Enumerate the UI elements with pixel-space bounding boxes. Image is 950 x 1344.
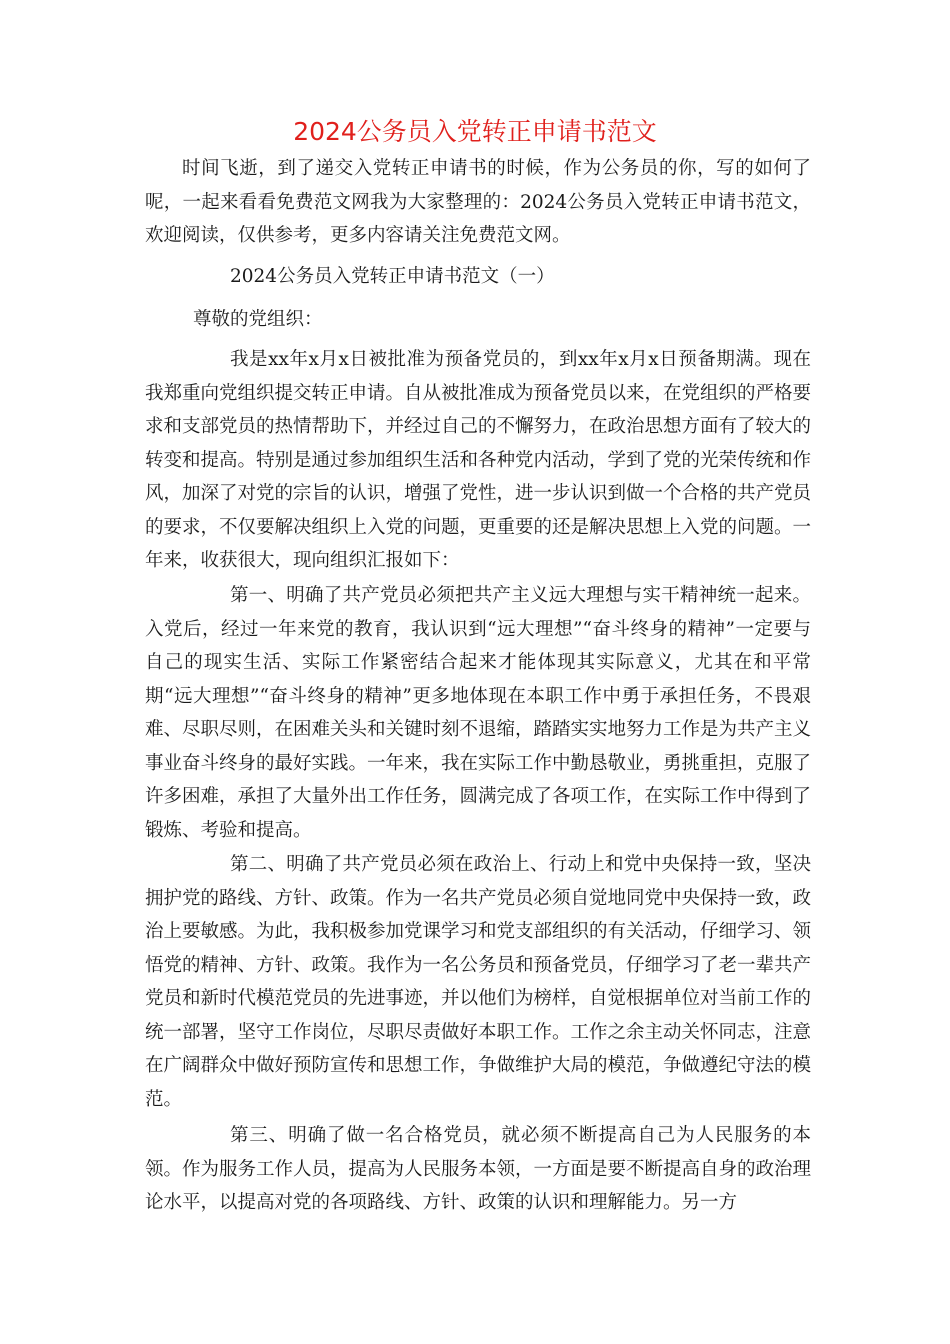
body-paragraph-4: 第三、明确了做一名合格党员，就必须不断提高自己为人民服务的本领。作为服务工作人员，提高为人民服务本领，一方面是要不断提高自身的政治理论水平，以提高对党的各项路线、方针、政策的认识和理解能力。另一方 — [145, 1125, 812, 1213]
document-title: 2024公务员入党转正申请书范文 — [293, 117, 657, 146]
salutation: 尊敬的党组织： — [193, 309, 323, 330]
section-subtitle: 2024公务员入党转正申请书范文（一） — [230, 266, 555, 287]
intro-paragraph: 时间飞逝，到了递交入党转正申请书的时候，作为公务员的你，写的如何了呢，一起来看看免费范文网我为大家整理的：2024公务员入党转正申请书范文，欢迎阅读，仅供参考，更多内容请关注免费范文网。 — [145, 158, 811, 246]
body-paragraph-2: 第一、明确了共产党员必须把共产主义远大理想与实干精神统一起来。入党后，经过一年来党的教育，我认识到“远大理想”“奋斗终身的精神”一定要与自己的现实生活、实际工作紧密结合起来才能体现其实际意义，尤其在和平常期“远大理想”“奋斗终身的精神”更多地体现在本职工作中勇于承担任务，不畏艰难、尽职尽则，在困难关头和关键时刻不退缩，踏踏实实地努力工作是为共产主义事业奋斗终身的最好实践。一年来，我在实际工作中勤恳敬业，勇挑重担，克服了许多困难，承担了大量外出工作任务，圆满完成了各项工作，在实际工作中得到了锻炼、考验和提高。 — [145, 585, 812, 841]
body-paragraph-3: 第二、明确了共产党员必须在政治上、行动上和党中央保持一致，坚决拥护党的路线、方针、政策。作为一名共产党员必须自觉地同党中央保持一致，政治上要敏感。为此，我积极参加党课学习和党支部组织的有关活动，仔细学习、领悟党的精神、方针、政策。我作为一名公务员和预备党员，仔细学习了老一辈共产党员和新时代模范党员的先进事迹，并以他们为榜样，自觉根据单位对当前工作的统一部署，坚守工作岗位，尽职尽责做好本职工作。工作之余主动关怀同志，注意在广阔群众中做好预防宣传和思想工作，争做维护大局的模范，争做遵纪守法的模范。 — [145, 854, 812, 1110]
body-paragraph-1: 我是xx年x月x日被批准为预备党员的，到xx年x月x日预备期满。现在我郑重向党组织提交转正申请。自从被批准成为预备党员以来，在党组织的严格要求和支部党员的热情帮助下，并经过自己的不懈努力，在政治思想方面有了较大的转变和提高。特别是通过参加组织生活和各种党内活动，学到了党的光荣传统和作风，加深了对党的宗旨的认识，增强了党性，进一步认识到做一个合格的共产党员的要求，不仅要解决组织上入党的问题，更重要的还是解决思想上入党的问题。一年来，收获很大，现向组织汇报如下： — [145, 349, 812, 571]
